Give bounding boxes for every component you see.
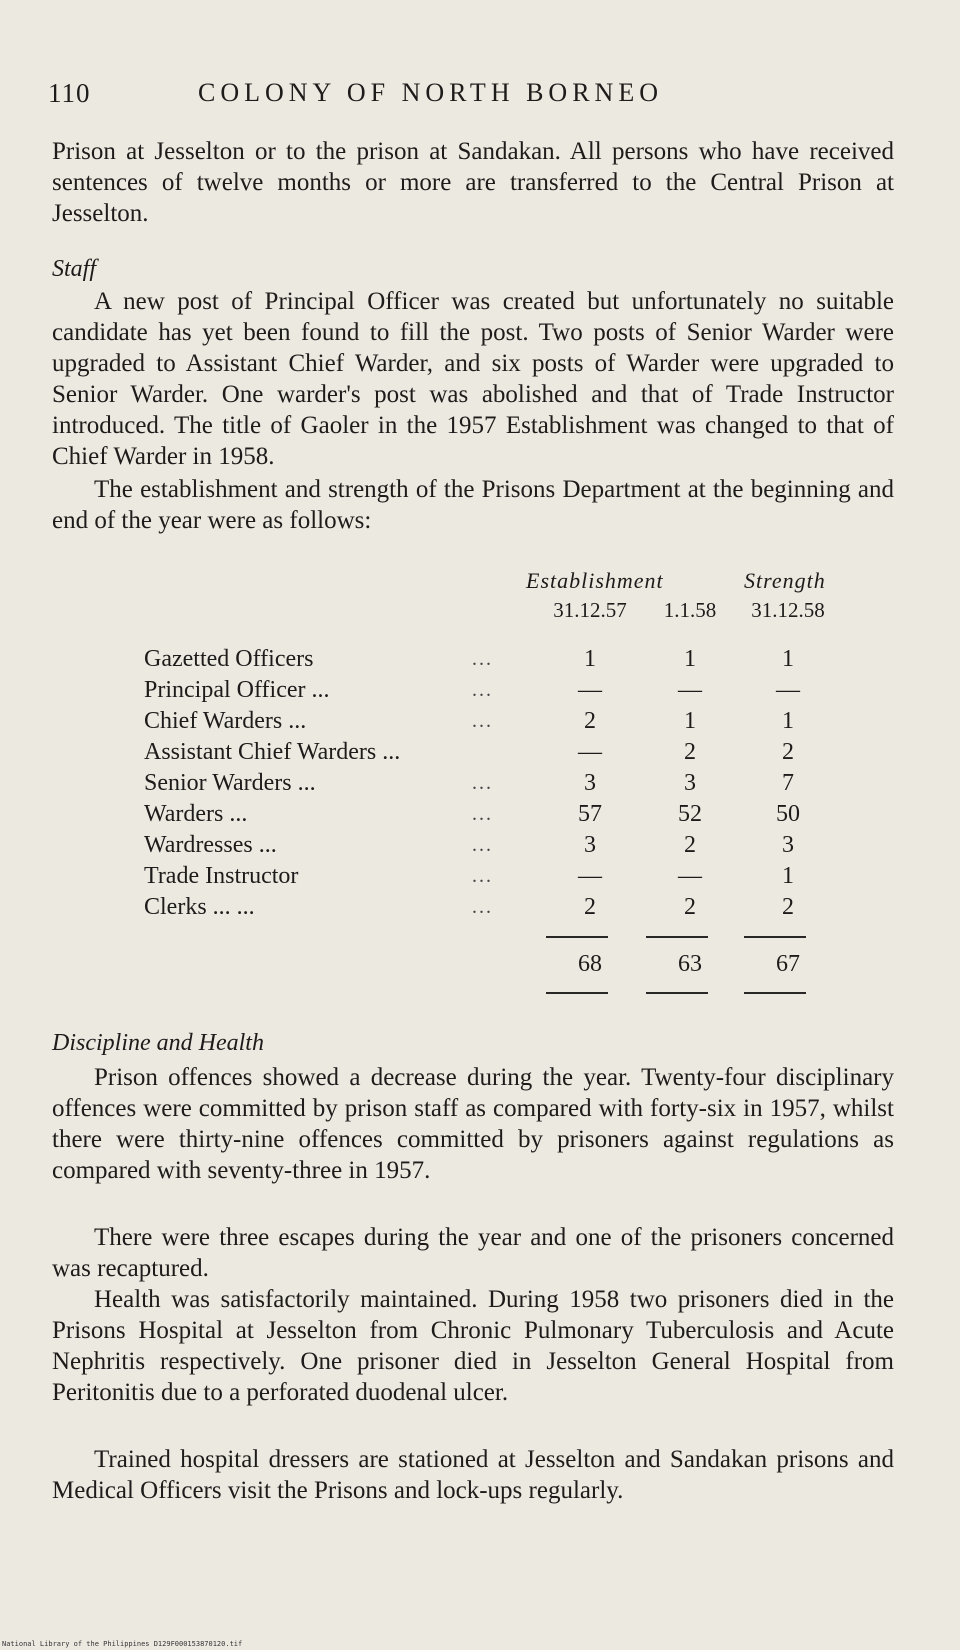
subtotal-rule	[646, 936, 708, 938]
total-establishment-1958: 63	[678, 951, 702, 977]
row-label: Wardresses ...	[144, 832, 277, 858]
row-label: Principal Officer ...	[144, 677, 330, 703]
cell-establishment-1957: —	[578, 677, 602, 703]
establishment-header: Establishment	[526, 568, 664, 593]
page-header	[48, 78, 928, 118]
col-date-2: 1.1.58	[663, 598, 717, 622]
cell-establishment-1958: —	[678, 677, 702, 703]
strength-header: Strength	[744, 568, 826, 593]
cell-establishment-1958: 3	[684, 770, 696, 796]
row-label: Gazetted Officers	[144, 646, 314, 672]
cell-strength-1958: 2	[782, 894, 794, 920]
row-leader: ...	[472, 803, 493, 825]
row-label: Trade Instructor	[144, 863, 299, 889]
cell-strength-1958: 7	[782, 770, 794, 796]
staff-heading: Staff	[52, 256, 97, 282]
cell-strength-1958: —	[776, 677, 800, 703]
discipline-paragraph-4: Trained hospital dressers are stationed at Jesselton and Sandakan prisons and Medical Officers visit the Prisons and lock-ups regularly.	[52, 1446, 894, 1504]
cell-establishment-1958: 2	[684, 739, 696, 765]
cell-establishment-1958: 1	[684, 708, 696, 734]
row-leader: ...	[472, 772, 493, 794]
row-label: Chief Warders ...	[144, 708, 307, 734]
row-leader: ...	[472, 679, 493, 701]
total-rule	[744, 992, 806, 994]
cell-establishment-1957: 1	[584, 646, 596, 672]
intro-paragraph: Prison at Jesselton or to the prison at Sandakan. All persons who have received sentences of twelve months or more are transferred to the Central Prison at Jesselton.	[52, 138, 894, 227]
discipline-paragraph-1: Prison offences showed a decrease during the year. Twenty-four disciplinary offences were committed by prison staff as compared with forty-six in 1957, whilst there were thirty-nine offences committed by prisoners against regulations as compared with seventy-three in 1957.	[52, 1064, 894, 1184]
cell-establishment-1957: 2	[584, 894, 596, 920]
cell-strength-1958: 1	[782, 646, 794, 672]
col-date-3: 31.12.58	[751, 598, 825, 622]
cell-strength-1958: 3	[782, 832, 794, 858]
row-leader: ...	[472, 710, 493, 732]
row-leader: ...	[472, 865, 493, 887]
cell-establishment-1957: 3	[584, 832, 596, 858]
cell-strength-1958: 2	[782, 739, 794, 765]
scan-footer: National Library of the Philippines D129F000153870120.tif	[2, 1640, 243, 1648]
cell-establishment-1958: 1	[684, 646, 696, 672]
row-label: Clerks ... ...	[144, 894, 255, 920]
cell-establishment-1957: 3	[584, 770, 596, 796]
cell-strength-1958: 50	[776, 801, 800, 827]
discipline-paragraph-3: Health was satisfactorily maintained. During 1958 two prisoners died in the Prisons Hospital at Jesselton from Chronic Pulmonary Tuberculosis and Acute Nephritis respectively. One prisoner died in Jesselton General Hospital from Peritonitis due to a perforated duodenal ulcer.	[52, 1286, 894, 1406]
cell-establishment-1958: 52	[678, 801, 702, 827]
row-label: Assistant Chief Warders ...	[144, 739, 401, 765]
row-leader: ...	[472, 834, 493, 856]
total-strength-1958: 67	[776, 951, 800, 977]
discipline-heading: Discipline and Health	[52, 1030, 264, 1056]
page-number: 110	[48, 78, 91, 108]
subtotal-rule	[744, 936, 806, 938]
discipline-paragraph-2: There were three escapes during the year and one of the prisoners concerned was recaptured.	[52, 1224, 894, 1282]
staff-paragraph-2: The establishment and strength of the Prisons Department at the beginning and end of the year were as follows:	[52, 476, 894, 534]
col-date-1: 31.12.57	[553, 598, 627, 622]
row-label: Warders ...	[144, 801, 248, 827]
cell-establishment-1957: 57	[578, 801, 602, 827]
row-label: Senior Warders ...	[144, 770, 316, 796]
total-rule	[546, 992, 608, 994]
total-establishment-1957: 68	[578, 951, 602, 977]
cell-establishment-1958: —	[678, 863, 702, 889]
staff-paragraph-1: A new post of Principal Officer was created but unfortunately no suitable candidate has yet been found to fill the post. Two posts of Senior Warder were upgraded to Assistant Chief Warder, and six posts of Warder were upgraded to Senior Warder. One warder's post was abolished and that of Trade Instructor introduced. The title of Gaoler in the 1957 Establishment was changed to that of Chief Warder in 1958.	[52, 288, 894, 470]
cell-establishment-1957: 2	[584, 708, 596, 734]
cell-strength-1958: 1	[782, 863, 794, 889]
cell-establishment-1957: —	[578, 739, 602, 765]
cell-establishment-1958: 2	[684, 832, 696, 858]
cell-establishment-1958: 2	[684, 894, 696, 920]
total-rule	[646, 992, 708, 994]
running-title: COLONY OF NORTH BORNEO	[198, 78, 663, 107]
subtotal-rule	[546, 936, 608, 938]
cell-establishment-1957: —	[578, 863, 602, 889]
cell-strength-1958: 1	[782, 708, 794, 734]
row-leader: ...	[472, 648, 493, 670]
row-leader: ...	[472, 896, 493, 918]
